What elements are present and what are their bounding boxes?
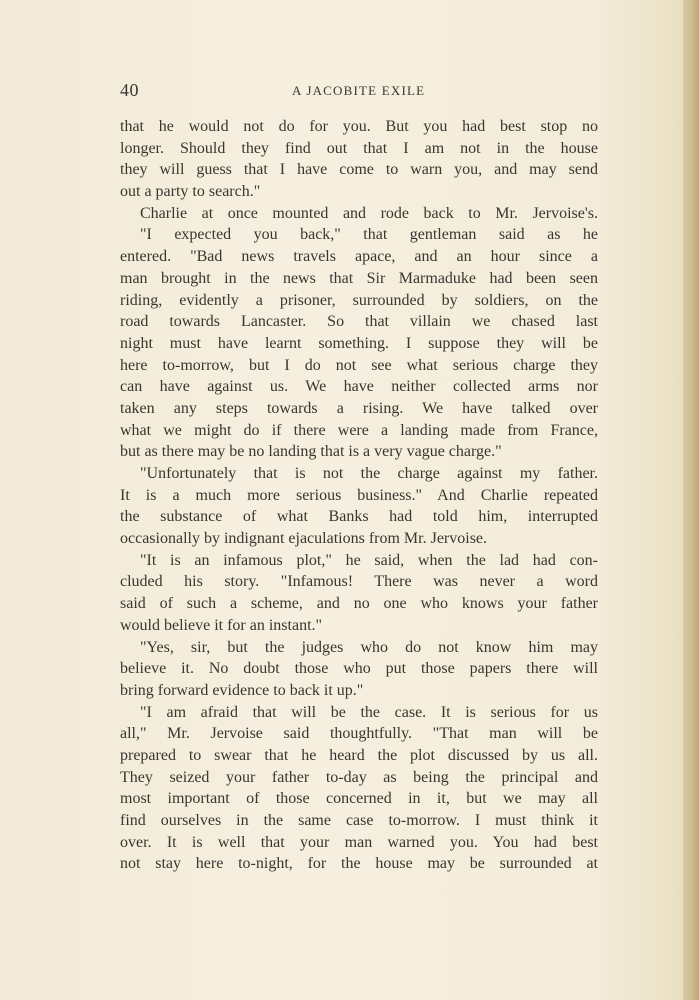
text-line: They seized your father to-day as being the principal and bbox=[120, 768, 598, 786]
text-line: find ourselves in the same case to-morrow. I must think it bbox=[120, 812, 598, 829]
text-line: "Yes, sir, but the judges who do not know him may bbox=[140, 638, 598, 656]
text-line: Charlie at once mounted and rode back to Mr. Jervoise's. bbox=[140, 204, 598, 222]
text-line: "I expected you back," that gentleman said as he bbox=[140, 226, 598, 244]
text-line: the substance of what Banks had told him, interrupted bbox=[120, 508, 598, 526]
text-line: taken any steps towards a rising. We have talked over bbox=[120, 399, 598, 417]
text-line: they will guess that I have come to warn you, and may send bbox=[120, 161, 598, 179]
text-line: out a party to search." bbox=[120, 183, 261, 201]
page-header bbox=[120, 80, 598, 102]
text-line: not stay here to-night, for the house may be surrounded at bbox=[120, 855, 598, 873]
text-line: entered. "Bad news travels apace, and an hour since a bbox=[120, 248, 598, 266]
text-line: would believe it for an instant." bbox=[120, 616, 323, 634]
text-line: most important of those concerned in it, but we may all bbox=[120, 790, 598, 808]
text-line: "Unfortunately that is not the charge against my father. bbox=[140, 465, 598, 482]
text-line: riding, evidently a prisoner, surrounded by soldiers, on the bbox=[120, 291, 598, 309]
text-line: believe it. No doubt those who put those papers there will bbox=[120, 660, 598, 678]
text-line: It is a much more serious business." And Charlie repeated bbox=[120, 486, 598, 504]
text-line: "It is an infamous plot," he said, when the lad had con- bbox=[140, 551, 598, 569]
text-line: all," Mr. Jervoise said thoughtfully. "That man will be bbox=[120, 725, 598, 743]
text-line: that he would not do for you. But you had best stop no bbox=[120, 118, 598, 135]
page-number: 40 bbox=[120, 80, 139, 100]
text-line: road towards Lancaster. So that villain we chased last bbox=[120, 313, 598, 331]
text-line: prepared to swear that he heard the plot discussed by us all. bbox=[120, 746, 598, 764]
text-line: said of such a scheme, and no one who knows your father bbox=[120, 595, 598, 613]
text-line: can have against us. We have neither collected arms nor bbox=[120, 378, 598, 396]
text-line: but as there may be no landing that is a very vague charge." bbox=[120, 443, 502, 461]
text-line: bring forward evidence to back it up." bbox=[120, 681, 364, 699]
text-line: cluded his story. "Infamous! There was never a word bbox=[120, 573, 598, 591]
text-line: occasionally by indignant ejaculations from Mr. Jervoise. bbox=[120, 530, 488, 548]
running-head: A JACOBITE EXILE bbox=[292, 83, 426, 98]
text-line: what we might do if there were a landing made from France, bbox=[120, 421, 598, 439]
text-line: "I am afraid that will be the case. It is serious for us bbox=[140, 703, 598, 721]
text-line: here to-morrow, but I do not see what serious charge they bbox=[120, 356, 598, 374]
text-line: night must have learnt something. I suppose they will be bbox=[120, 334, 598, 352]
body-text bbox=[120, 116, 598, 875]
text-line: man brought in the news that Sir Marmaduke had been seen bbox=[120, 269, 598, 287]
page-edge-shadow bbox=[683, 0, 699, 1000]
text-line: longer. Should they find out that I am not in the house bbox=[120, 139, 598, 157]
text-line: over. It is well that your man warned you. You had best bbox=[120, 833, 598, 851]
